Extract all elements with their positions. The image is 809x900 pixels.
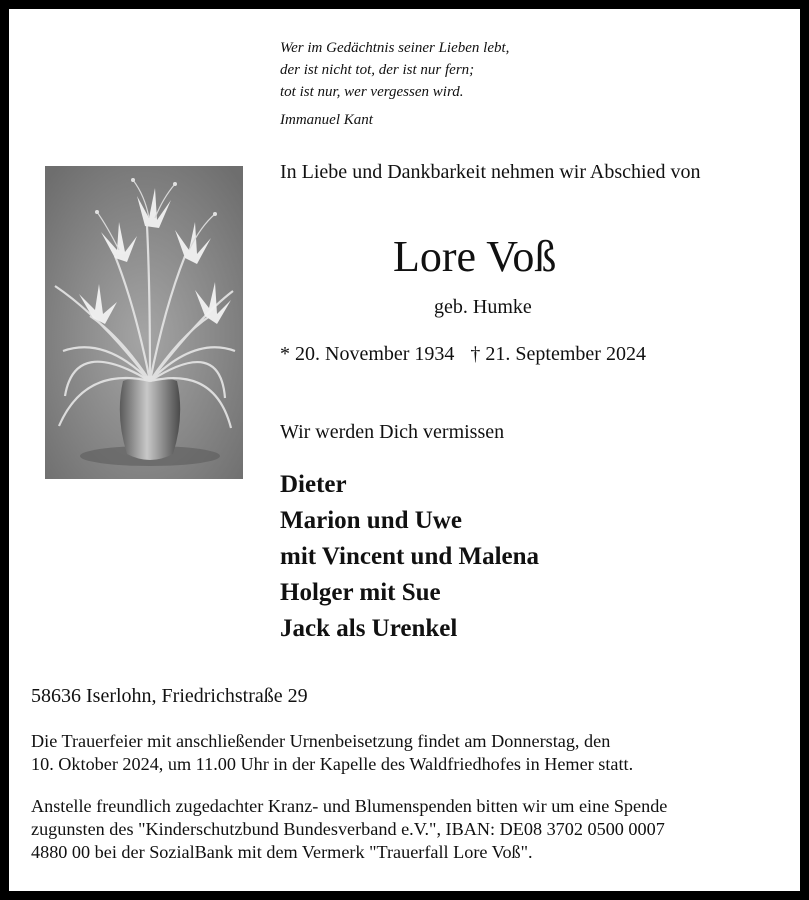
address: 58636 Iserlohn, Friedrichstraße 29 (31, 685, 308, 707)
deceased-name: Lore Voß (393, 232, 557, 281)
donation-info (31, 795, 791, 864)
family-list (280, 467, 539, 647)
miss-text: Wir werden Dich vermissen (280, 421, 505, 443)
quote-line: Wer im Gedächtnis seiner Lieben lebt, (280, 40, 510, 56)
life-dates (280, 343, 646, 366)
family-member: Holger mit Sue (280, 579, 441, 606)
obituary-notice (9, 9, 800, 891)
quote-line: der ist nicht tot, der ist nur fern; (280, 62, 475, 78)
family-member: Jack als Urenkel (280, 615, 458, 642)
maiden-name: geb. Humke (434, 296, 532, 318)
donation-line: zugunsten des "Kinderschutzbund Bundesverband e.V.", IBAN: DE08 3702 0500 0007 (31, 819, 665, 839)
ceremony-info (31, 730, 791, 776)
quote-line: tot ist nur, wer vergessen wird. (280, 84, 464, 100)
ceremony-line: Die Trauerfeier mit anschließender Urnenbeisetzung findet am Donnerstag, den (31, 731, 611, 751)
intro-text: In Liebe und Dankbarkeit nehmen wir Abschied von (280, 161, 701, 183)
ceremony-line: 10. Oktober 2024, um 11.00 Uhr in der Kapelle des Waldfriedhofes in Hemer statt. (31, 754, 634, 774)
family-member: mit Vincent und Malena (280, 543, 540, 570)
poem-quote (280, 37, 509, 131)
death-date: † 21. September 2024 (470, 343, 646, 365)
quote-author: Immanuel Kant (280, 112, 373, 128)
donation-line: 4880 00 bei der SozialBank mit dem Vermerk "Trauerfall Lore Voß". (31, 842, 533, 862)
family-member: Dieter (280, 471, 347, 498)
birth-date: * 20. November 1934 (280, 343, 455, 365)
donation-line: Anstelle freundlich zugedachter Kranz- und Blumenspenden bitten wir um eine Spende (31, 796, 668, 816)
family-member: Marion und Uwe (280, 507, 462, 534)
lily-vase-photo (45, 166, 243, 479)
